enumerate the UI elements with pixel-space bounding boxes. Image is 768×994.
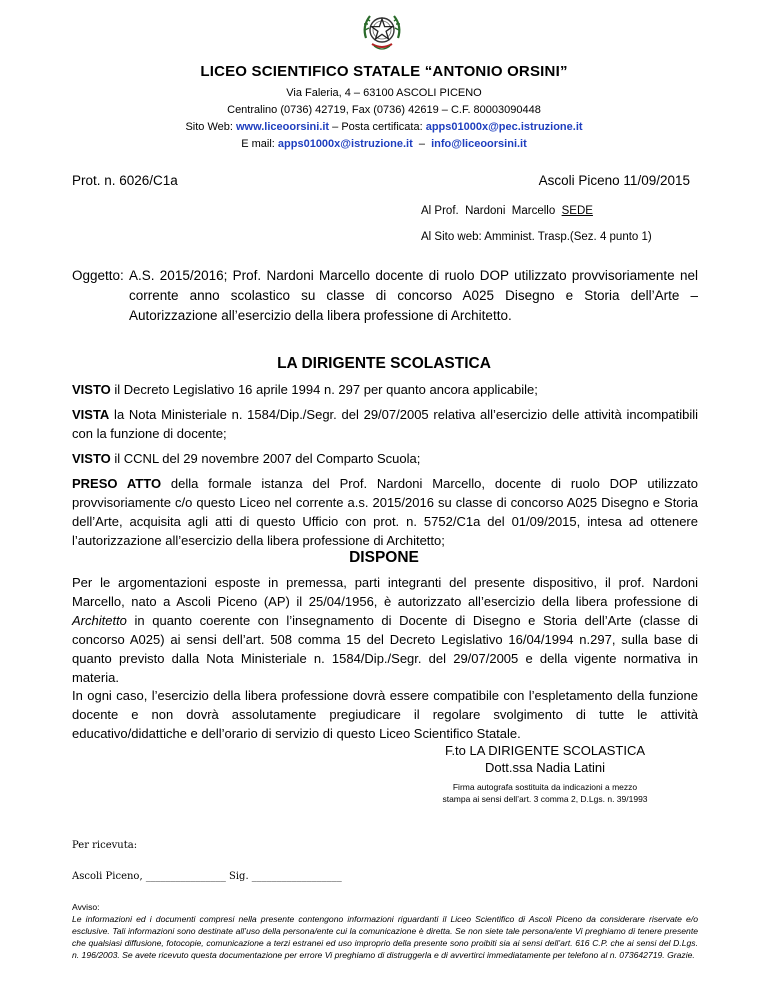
subject-text: A.S. 2015/2016; Prof. Nardoni Marcello docente di ruolo DOP utilizzato provvisoriamente nel corrente anno scolastico su classe di concorso A025 Disegno e Storia dell’Arte – Autorizzazione all’esercizio della libera professione di Architetto. [129,268,698,323]
recipient-professor [421,205,593,217]
premise-keyword: VISTA [72,407,110,422]
premise-keyword: VISTO [72,382,111,397]
title-dispone: DISPONE [349,549,419,566]
signature-note-line1: Firma autografa sostituita da indicazioni a mezzo [452,782,638,792]
subject-label: Oggetto: [72,268,124,283]
email-link-info[interactable]: info@liceoorsini.it [431,138,527,150]
school-email-line [0,136,768,153]
premise-text: il Decreto Legislativo 16 aprile 1994 n. 297 per quanto ancora applicabile; [110,382,538,397]
protocol-number: Prot. n. 6026/C1a [72,173,178,188]
email-link-istruzione[interactable]: apps01000x@istruzione.it [277,138,413,150]
school-address: Via Faleria, 4 – 63100 ASCOLI PICENO [286,87,482,99]
premise-text: la Nota Ministeriale n. 1584/Dip./Segr. del 29/07/2005 relativa all’esercizio delle attività incompatibili con la funzione di docente; [72,407,698,441]
email-label: E mail: [241,138,278,150]
receipt-line: Ascoli Piceno, ________________ Sig. __________________ [72,871,342,882]
place-date: Ascoli Piceno 11/09/2015 [538,173,690,188]
web-label: Sito Web: [185,121,236,133]
premise-preso-atto [72,474,698,550]
disposition-text-b: in quanto coerente con l’insegnamento di Docente di Disegno e Storia dell’Arte (classe di concorso A025) ai sensi dell’art. 508 comma 15 del Decreto Legislativo 16/04/1994 n.297, sulla base di quanto previsto dalla Nota Ministeriale n. 1584/Dip./Segr. del 29/07/2005 e della vigente normativa in materia. [72,613,698,685]
subject-block [72,266,698,326]
compatibility-paragraph: In ogni caso, l’esercizio della libera professione dovrà essere compatibile con l’espletamento della funzione docente e non dovrà assolutamente pregiudicare il regolare svolgimento di tutte le attività educativo/didattiche e dell’orario di servizio di questo Liceo Scientifico Statale. [72,688,698,741]
premise-keyword: VISTO [72,451,111,466]
republic-emblem-icon [360,8,404,54]
email-separator: – [412,138,432,150]
signature-note-line2: stampa ai sensi dell’art. 3 comma 2, D.Lgs. n. 39/1993 [442,794,648,804]
school-web-line [0,119,768,136]
signature-title: F.to LA DIRIGENTE SCOLASTICA [444,743,646,758]
disposition-profession: Architetto [72,613,127,628]
disposition-paragraph [72,573,698,687]
premise-text: il CCNL del 29 novembre 2007 del Comparto Scuola; [110,451,421,466]
disposition-text-a: Per le argomentazioni esposte in premessa, parti integranti del presente dispositivo, il prof. Nardoni Marcello, nato a Ascoli Piceno (AP) il 25/04/1956, è autorizzato all’esercizio della libera professione di [72,575,698,609]
notice-label: Avviso: [72,902,100,912]
notice-text: Le informazioni ed i documenti compresi nella presente contengono informazioni riguardanti il Liceo Scientifico di Ascoli Piceno da considerare riservate e/o esclusive. Tali informazioni sono destinate all’uso della persona/ente cui la comunicazione è diretta. Se non siete tale persona/ente Vi preghiamo di tenere presente che qualsiasi diffusione, fotocopie, comunicazione a terzi estranei ed uso improprio della presente sono proibiti sia ai sensi dell’art. 616 C.P. che ai sensi del D.Lgs. n. 196/2003. Se avete ricevuto questa documentazione per errore Vi preghiamo di distruggerla e di avvertirci immediatamente per telefono al n. 073642719. Grazie. [72,914,698,960]
premise-text: della formale istanza del Prof. Nardoni Marcello, docente di ruolo DOP utilizzato provvisoriamente c/o questo Liceo nel corrente a.s. 2015/2016 su classe di concorso A025 Disegno e Storia dell’Arte, acquisita agli atti di questo Ufficio con prot. n. 5752/C1a del 01/09/2015, intesa ad ottenere l’autorizzazione all’esercizio della libera professione di Architetto; [72,476,698,548]
notice-block [72,901,698,961]
school-name: LICEO SCIENTIFICO STATALE “ANTONIO ORSINI” [200,63,568,80]
recipient-sede: SEDE [561,205,593,217]
signature-name: Dott.ssa Nadia Latini [485,760,605,775]
premise-visto-ccnl [72,449,698,468]
pec-link[interactable]: apps01000x@pec.istruzione.it [425,121,583,133]
premise-vista-nota [72,405,698,443]
website-link[interactable]: www.liceoorsini.it [235,121,330,133]
receipt-label: Per ricevuta: [72,840,138,851]
pec-label: – Posta certificata: [329,121,426,133]
title-dirigente: LA DIRIGENTE SCOLASTICA [277,355,491,372]
premise-keyword: PRESO ATTO [72,476,162,491]
recipient-name: Al Prof. Nardoni Marcello [421,205,562,217]
premise-visto-decreto [72,380,698,399]
school-phone-line: Centralino (0736) 42719, Fax (0736) 42619 – C.F. 80003090448 [227,104,541,116]
recipient-website: Al Sito web: Amminist. Trasp.(Sez. 4 punto 1) [421,231,652,243]
